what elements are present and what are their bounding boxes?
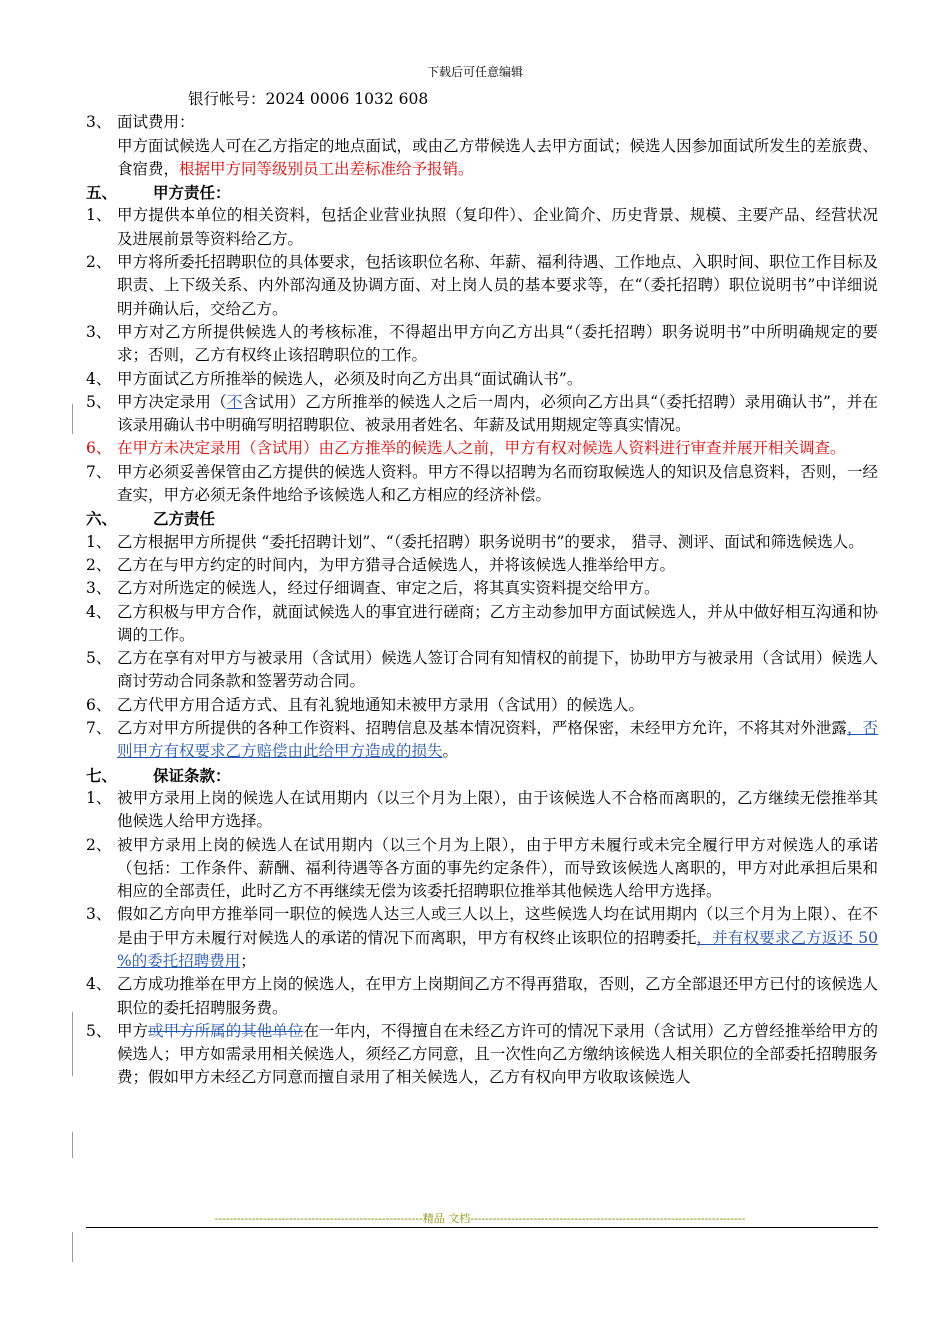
item-number: 5、 bbox=[86, 1021, 112, 1040]
revision-bar bbox=[72, 1232, 73, 1262]
list-item bbox=[86, 554, 878, 577]
item-text bbox=[117, 391, 878, 438]
item-text-part: 假如乙方向甲方推举同一职位的候选人达三人或三人以上，这些候选人均在试用期内（以三个月为上限）、在不是由于甲方未履行对候选人的承诺的情况下而离职，甲方有权终止该职位的招聘委托 bbox=[117, 905, 878, 947]
item-text: 乙方代甲方用合适方式、且有礼貌地通知未被甲方录用（含试用）的候选人。 bbox=[117, 695, 645, 714]
list-item bbox=[86, 251, 878, 321]
list-item bbox=[86, 391, 878, 438]
item-number: 3、 bbox=[86, 113, 112, 132]
section-number: 五、 bbox=[86, 183, 118, 203]
item-number: 4、 bbox=[86, 369, 112, 388]
item-text: 甲方将所委托招聘职位的具体要求，包括该职位名称、年薪、福利待遇、工作地点、入职时间、职位工作目标及职责、上下级关系、内外部沟通及协调方面、对上岗人员的基本要求等，在“（委托招聘）职位说明书”中详细说明并确认后，交给乙方。 bbox=[117, 253, 878, 318]
item-text: 乙方成功推举在甲方上岗的候选人，在甲方上岗期间乙方不得再猎取，否则，乙方全部退还甲方已付的该候选人职位的委托招聘服务费。 bbox=[117, 975, 878, 1017]
item-text: 乙方根据甲方所提供 “委托招聘计划”、“（委托招聘）职务说明书”的要求， 猎寻、测评、面试和筛选候选人。 bbox=[117, 532, 864, 551]
item-text-part: 含试用）乙方所推举的候选人之后一周内，必须向乙方出具“（委托招聘）录用确认书”，并在该录用确认书中明确写明招聘职位、被录用者姓名、年薪及试用期规定等真实情况。 bbox=[117, 392, 878, 435]
item-number: 6、 bbox=[86, 695, 112, 714]
item-number: 1、 bbox=[86, 788, 112, 807]
list-item bbox=[86, 368, 878, 391]
item-text: 甲方提供本单位的相关资料，包括企业营业执照（复印件）、企业简介、历史背景、规模、主要产品、经营状况及进展前景等资料给乙方。 bbox=[117, 206, 878, 248]
item-number: 1、 bbox=[86, 532, 112, 551]
list-item bbox=[86, 531, 878, 554]
deleted-text: 或甲方所属的其他单位 bbox=[148, 1021, 304, 1040]
item-text: 甲方必须妥善保管由乙方提供的候选人资料。甲方不得以招聘为名而窃取候选人的知识及信息资料，否则，一经查实，甲方必须无条件地给予该候选人和乙方相应的经济补偿。 bbox=[117, 462, 878, 505]
item-text: 乙方在享有对甲方与被录用（含试用）候选人签订合同有知情权的前提下，协助甲方与被录用（含试用）候选人商讨劳动合同条款和签署劳动合同。 bbox=[117, 649, 878, 691]
revised-text: ，否则甲方有权要求乙方赔偿由此给甲方造成的损失 bbox=[117, 719, 878, 761]
item-number: 2、 bbox=[86, 555, 112, 574]
list-item bbox=[86, 787, 878, 834]
list-item bbox=[86, 834, 878, 904]
list-item bbox=[86, 321, 878, 368]
section-title: 甲方责任： bbox=[153, 183, 231, 203]
item-number: 3、 bbox=[86, 322, 112, 341]
section-title: 保证条款： bbox=[153, 765, 231, 785]
fee-text: 甲方面试候选人可在乙方指定的地点面试，或由乙方带候选人去甲方面试；候选人因参加面试所发生的差旅费、食宿费， bbox=[117, 136, 878, 178]
list-item bbox=[86, 1020, 878, 1090]
bank-account: 银行帐号：2024 0006 1032 608 bbox=[188, 90, 429, 108]
item-text bbox=[117, 903, 878, 973]
section-number: 六、 bbox=[86, 509, 118, 529]
item-text-part: ； bbox=[240, 951, 256, 970]
item-text-part: 甲方决定录用（ bbox=[117, 392, 227, 411]
revision-bar bbox=[72, 1132, 73, 1158]
item-text: 乙方积极与甲方合作，就面试候选人的事宜进行磋商；乙方主动参加甲方面试候选人，并从中做好相互沟通和协调的工作。 bbox=[117, 602, 878, 644]
item-text bbox=[117, 1020, 878, 1090]
list-item bbox=[86, 204, 878, 251]
item-number: 5、 bbox=[86, 392, 112, 411]
item-text-part: 乙方对甲方所提供的各种工作资料、招聘信息及基本情况资料，严格保密，未经甲方允许，不将其对外泄露 bbox=[117, 719, 847, 738]
list-item bbox=[86, 903, 878, 973]
list-item bbox=[86, 694, 878, 717]
item-number: 3、 bbox=[86, 905, 112, 924]
item-text: 被甲方录用上岗的候选人在试用期内（以三个月为上限），由于甲方未履行或未完全履行甲方对候选人的承诺（包括：工作条件、薪酬、福利待遇等各方面的事先约定条件），而导致该候选人离职的，甲方对此承担后果和相应的全部责任，此时乙方不再继续无偿为该委托招聘职位推举其他候选人给甲方选择。 bbox=[117, 835, 878, 901]
item-number: 4、 bbox=[86, 975, 112, 994]
item-number: 2、 bbox=[86, 835, 112, 854]
item-number: 7、 bbox=[86, 719, 112, 738]
item-number: 6、 bbox=[86, 439, 112, 458]
revision-bar bbox=[72, 404, 73, 434]
revised-text: ，并有权要求乙方返还 50 %的委托招聘费用 bbox=[117, 928, 878, 970]
list-item bbox=[86, 717, 878, 764]
list-item bbox=[86, 973, 878, 1020]
revision-bar bbox=[72, 1012, 73, 1076]
item-text bbox=[117, 717, 878, 764]
fee-title: 面试费用： bbox=[117, 113, 195, 132]
item-text: 甲方对乙方所提供候选人的考核标准，不得超出甲方向乙方出具“（委托招聘）职务说明书”中所明确规定的要求；否则，乙方有权终止该招聘职位的工作。 bbox=[117, 322, 878, 365]
footer-watermark: --------------------------------------------------------精品 文档-------------------------------------------------------------------------- bbox=[214, 1212, 746, 1225]
fee-text-highlight: 根据甲方同等级别员工出差标准给予报销。 bbox=[179, 159, 474, 178]
page-header-note: 下载后可任意编辑 bbox=[426, 65, 523, 79]
revised-text: 不 bbox=[226, 392, 243, 411]
list-item bbox=[86, 437, 878, 460]
item-text: 在甲方未决定录用（含试用）由乙方推举的候选人之前，甲方有权对候选人资料进行审查并展开相关调查。 bbox=[117, 439, 846, 458]
list-item bbox=[86, 461, 878, 508]
item-text: 乙方在与甲方约定的时间内，为甲方猎寻合适候选人，并将该候选人推举给甲方。 bbox=[117, 555, 676, 574]
item-number: 1、 bbox=[86, 206, 112, 225]
footer-divider bbox=[86, 1227, 878, 1228]
fee-paragraph bbox=[86, 135, 878, 182]
list-item bbox=[86, 577, 878, 600]
fee-heading bbox=[86, 111, 878, 134]
document-page bbox=[86, 88, 878, 1090]
list-item bbox=[86, 647, 878, 694]
list-item bbox=[86, 601, 878, 648]
item-number: 5、 bbox=[86, 649, 112, 668]
item-text: 被甲方录用上岗的候选人在试用期内（以三个月为上限），由于该候选人不合格而离职的，乙方继续无偿推举其他候选人给甲方选择。 bbox=[117, 788, 878, 831]
item-text-part: 。 bbox=[442, 742, 459, 761]
section-heading-5 bbox=[86, 181, 878, 204]
item-text-part: 甲方 bbox=[117, 1021, 149, 1040]
item-number: 3、 bbox=[86, 579, 112, 598]
item-text: 甲方面试乙方所推举的候选人，必须及时向乙方出具“面试确认书”。 bbox=[117, 369, 583, 388]
section-heading-6 bbox=[86, 507, 878, 530]
section-heading-7 bbox=[86, 764, 878, 787]
item-text: 乙方对所选定的候选人，经过仔细调查、审定之后，将其真实资料提交给甲方。 bbox=[117, 579, 660, 598]
section-number: 七、 bbox=[86, 765, 118, 785]
item-number: 7、 bbox=[86, 462, 112, 481]
section-title: 乙方责任 bbox=[153, 509, 216, 529]
item-text-part: 在一年内，不得擅自在未经乙方许可的情况下录用（含试用）乙方曾经推举给甲方的候选人；甲方如需录用相关候选人，须经乙方同意，且一次性向乙方缴纳该候选人相关职位的全部委托招聘服务费；假如甲方未经乙方同意而擅自录用了相关候选人，乙方有权向甲方收取该候选人 bbox=[117, 1021, 878, 1087]
item-number: 2、 bbox=[86, 253, 112, 272]
item-number: 4、 bbox=[86, 602, 112, 621]
